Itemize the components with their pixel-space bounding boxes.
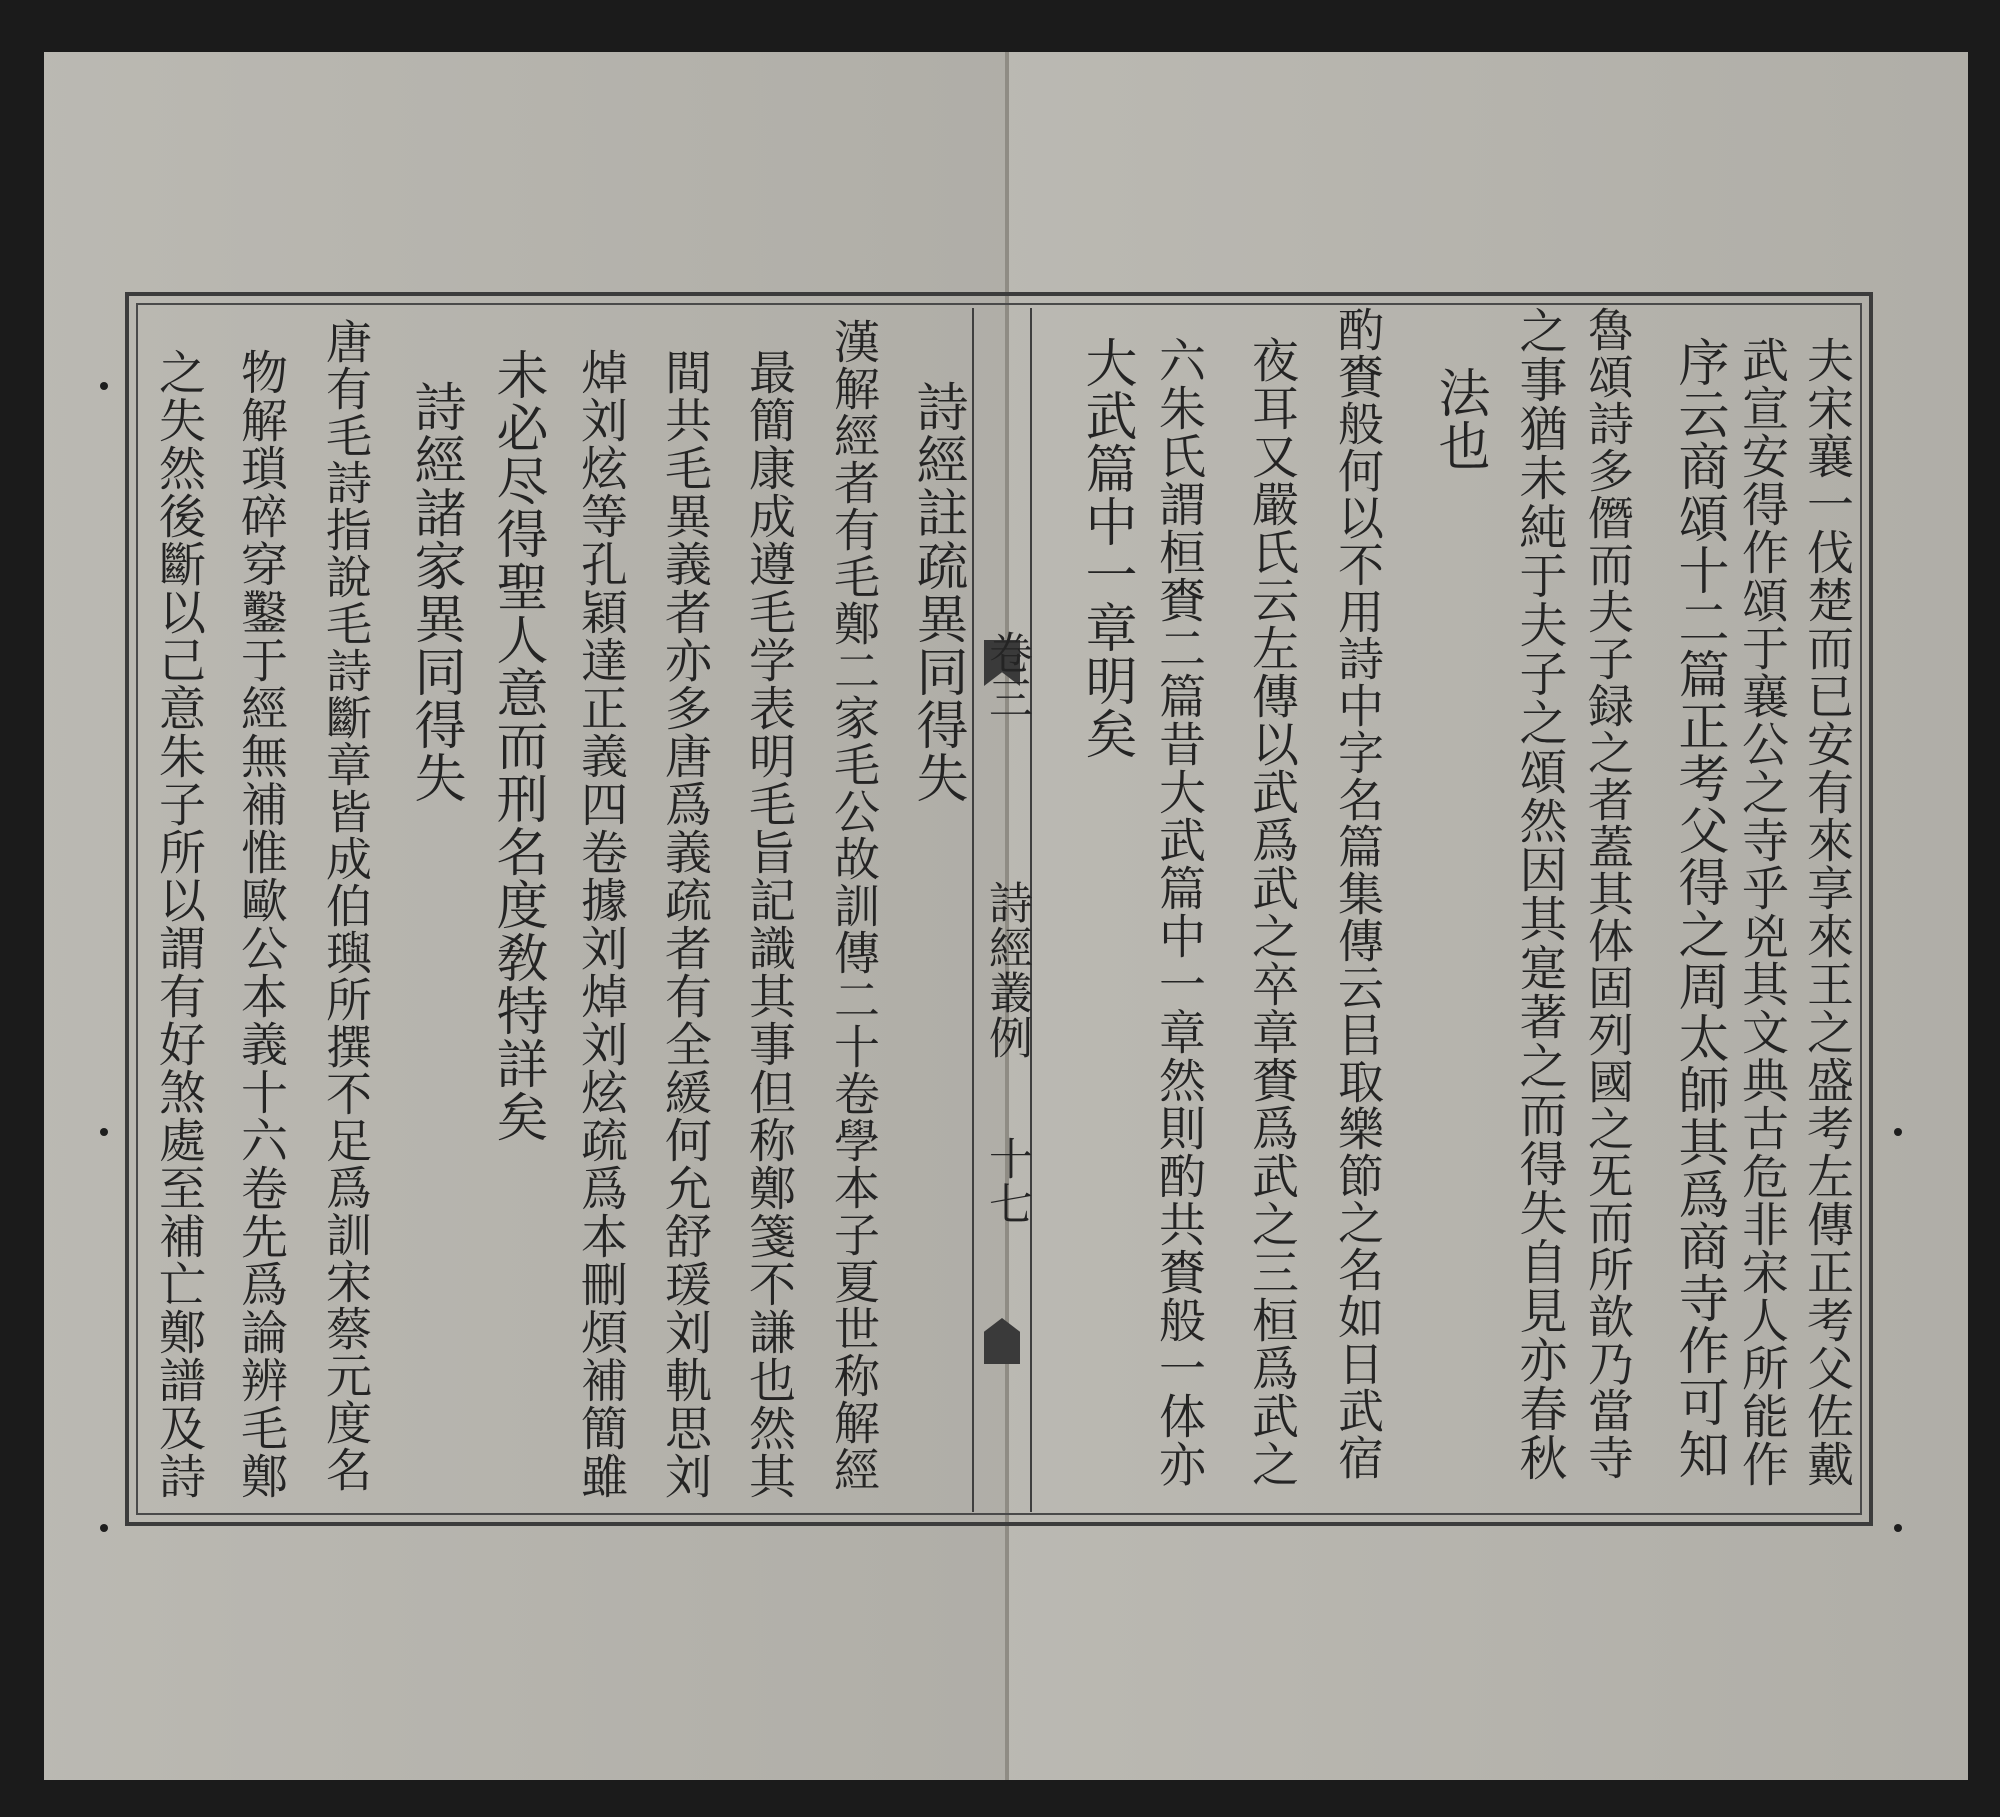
- volume-label: 卷三: [981, 630, 1032, 720]
- text-column: 物解瑣碎穿鑿于經無補惟歐公本義十六卷先爲論辨毛鄭: [233, 348, 288, 1500]
- text-column: 武宣安得作頌于襄公之寺乎兇其文典古危非宋人所能作: [1734, 336, 1789, 1488]
- binding-hole: [100, 1524, 108, 1532]
- text-column: 之失然後斷以己意朱子所以謂有好煞處至補亡鄭譜及詩: [151, 348, 206, 1500]
- text-column: 間共毛異義者亦多唐爲義疏者有全緩何允舒瑗刘軌思刘: [657, 348, 712, 1500]
- text-column: 之事猶未純于夫子之頌然因其寔著之而得失自見亦春秋: [1511, 306, 1567, 1482]
- text-column: 六朱氏謂桓賚二篇昔大武篇中一章然則酌共賚般一体亦: [1151, 336, 1206, 1488]
- binding-hole: [100, 1128, 108, 1136]
- text-column: 序云商頌十二篇正考父得之周太師其爲商寺作可知: [1669, 336, 1728, 1480]
- text-column: 未必尽得聖人意而刑名度敎特詳矣: [487, 348, 547, 1143]
- text-column: 夫宋襄一伐楚而已安有來享來王之盛考左傳正考父佐戴: [1799, 336, 1854, 1488]
- folio-number: 十七: [981, 1136, 1032, 1226]
- center-column-rule: [972, 308, 974, 1512]
- book-title: 詩經叢例: [981, 880, 1032, 1060]
- text-column: 漢解經者有毛鄭二家毛公故訓傳二十卷學本子夏世称解經: [827, 318, 881, 1493]
- text-column: 焯刘炫等孔穎達正義四卷據刘焯刘炫疏爲本刪煩補簡雖: [573, 348, 628, 1500]
- text-column: 法也: [1429, 366, 1489, 472]
- binding-hole: [100, 382, 108, 390]
- text-column: 酌賚般何以不用詩中字名篇集傳云㠯取樂節之名如日武宿: [1331, 306, 1385, 1481]
- text-column: 大武篇中一章明矣: [1076, 336, 1136, 760]
- text-column: 唐有毛詩指說毛詩斷章皆成伯璵所撰不足爲訓宋蔡元度名: [319, 318, 373, 1493]
- text-column: 最簡康成遵毛学表明毛旨記識其事但称鄭箋不謙也然其: [741, 348, 796, 1500]
- section-heading: 詩經諸家異同得失: [405, 380, 465, 804]
- text-column: 夜耳又嚴氏云左傳以武爲武之卒章賚爲武之三桓爲武之: [1244, 336, 1299, 1488]
- section-heading: 詩經註疏異同得失: [907, 380, 967, 804]
- binding-hole: [1894, 1128, 1902, 1136]
- text-column: 魯頌詩多僭而夫子録之者蓋其体固列國之旡而所歆乃當寺: [1581, 306, 1635, 1481]
- binding-hole: [1894, 1524, 1902, 1532]
